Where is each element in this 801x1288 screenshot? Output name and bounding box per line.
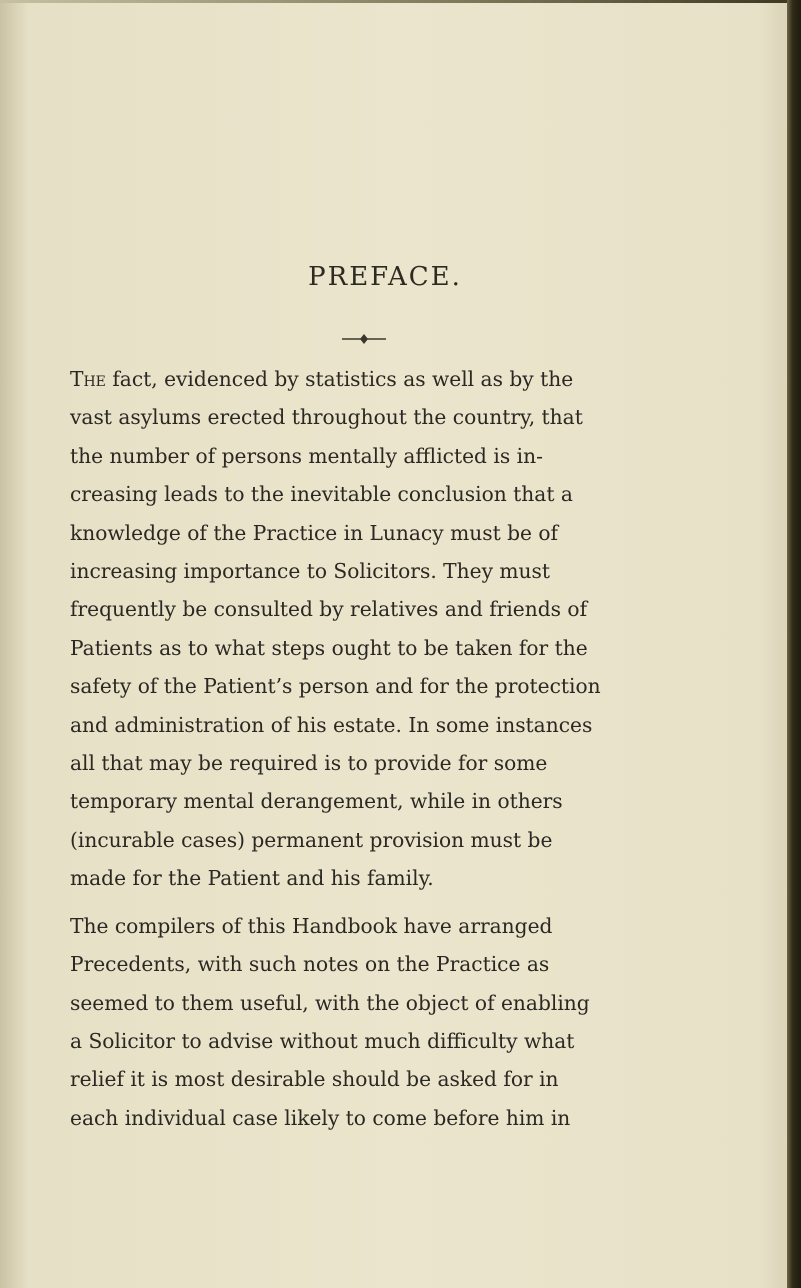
paragraph-1-text: fact, evidenced by statistics as well as by the vast asylums erected throughout the country, that the number of persons mentally afflicted is in- creasing leads to the inevitable conclusion that a knowledge of the Practice in Lunacy must be of increasing importance to Solicitors. They must frequently be consulted by relatives and friends of Patients as to what steps ought to be taken for the safety of the Patient’s person and for the protection and administration of his estate. In some instances all that may be required is to provide for some temporary mental derangement, while in others (incurable cases) permanent provision must be made for the Patient and his family. xyxy=(70,367,601,891)
page-gutter-shadow xyxy=(0,0,26,1288)
paragraph-1 xyxy=(70,367,601,890)
paragraph-2 xyxy=(70,907,660,1137)
page-title: PREFACE. xyxy=(308,262,462,292)
paragraph-1-lead: The xyxy=(70,367,106,391)
page-right-edge xyxy=(787,0,801,1288)
paragraph-2-text: The compilers of this Handbook have arranged Precedents, with such notes on the Practice as seemed to them useful, with the object of enabling a Solicitor to advise without much difficulty what relief it is most desirable should be asked for in each individual case likely to come before him in xyxy=(70,913,590,1130)
rule-with-diamond-icon xyxy=(341,332,387,346)
page-top-edge xyxy=(0,0,801,3)
preface-body xyxy=(70,360,660,1137)
